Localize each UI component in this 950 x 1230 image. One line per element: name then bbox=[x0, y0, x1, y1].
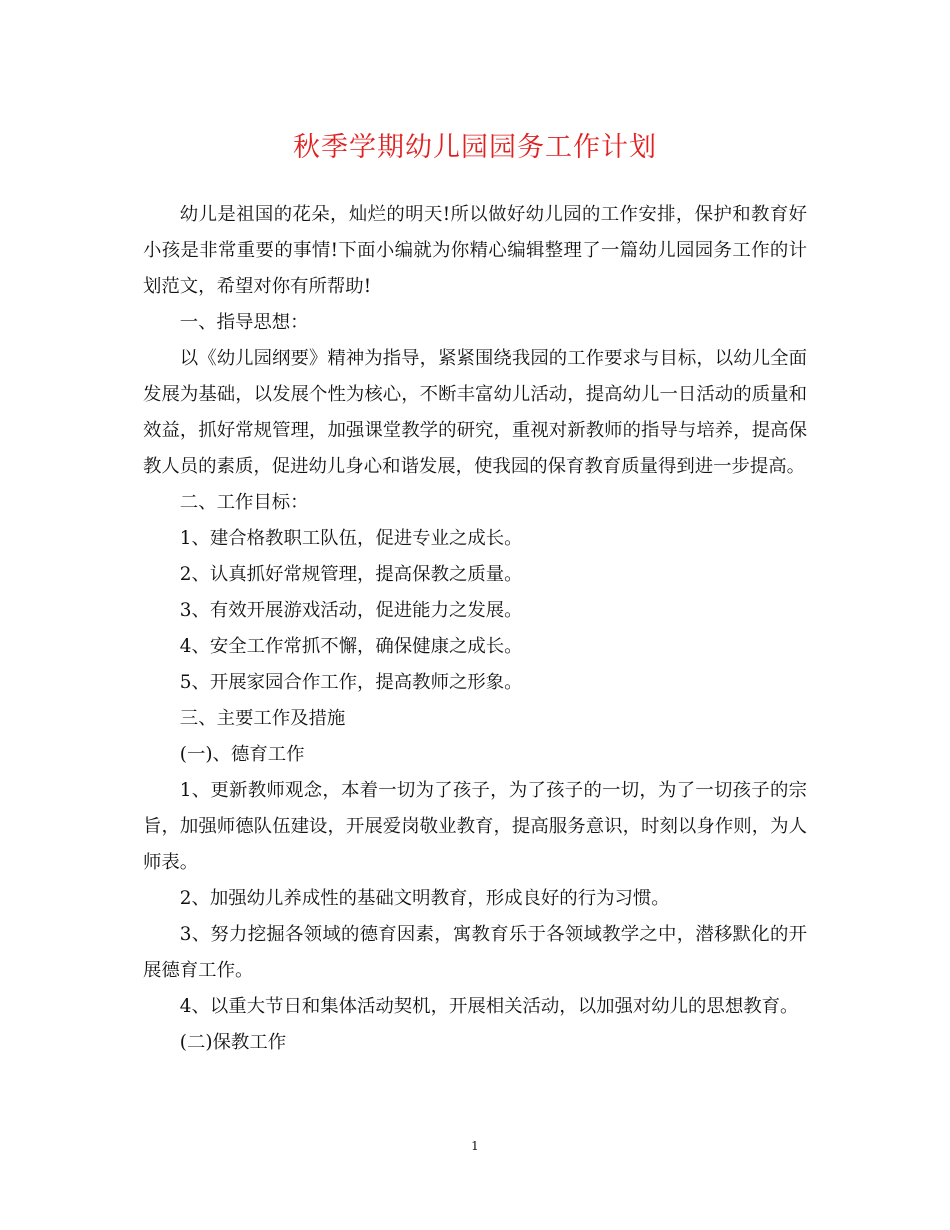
document-body bbox=[143, 197, 807, 1061]
goal-item: 5、开展家园合作工作，提高教师之形象。 bbox=[179, 672, 523, 693]
moral-education-item: 4、以重大节日和集体活动契机，开展相关活动，以加强对幼儿的思想教育。 bbox=[179, 996, 799, 1017]
moral-education-item: 2、加强幼儿养成性的基础文明教育，形成良好的行为习惯。 bbox=[179, 888, 670, 909]
moral-education-item: 1、更新教师观念，本着一切为了孩子，为了孩子的一切，为了一切孩子的宗旨，加强师德队伍建设，开展爱岗敬业教育，提高服务意识，时刻以身作则，为人师表。 bbox=[143, 780, 807, 873]
subsection-heading-moral-education: (一)、德育工作 bbox=[179, 744, 305, 765]
section-heading-work-goals: 二、工作目标： bbox=[179, 492, 309, 513]
guiding-ideology-paragraph: 以《幼儿园纲要》精神为指导，紧紧围绕我园的工作要求与目标，以幼儿全面发展为基础，以发展个性为核心，不断丰富幼儿活动，提高幼儿一日活动的质量和效益，抓好常规管理，加强课堂教学的研究，重视对新教师的指导与培养，提高保教人员的素质，促进幼儿身心和谐发展，使我园的保育教育质量得到进一步提高。 bbox=[143, 348, 807, 477]
moral-education-item: 3、努力挖掘各领域的德育因素，寓教育乐于各领域教学之中，潜移默化的开展德育工作。 bbox=[143, 924, 807, 981]
goal-item: 3、有效开展游戏活动，促进能力之发展。 bbox=[179, 600, 523, 621]
section-heading-main-work: 三、主要工作及措施 bbox=[179, 708, 346, 729]
goal-item: 4、安全工作常抓不懈，确保健康之成长。 bbox=[179, 636, 523, 657]
goal-item: 2、认真抓好常规管理，提高保教之质量。 bbox=[179, 564, 523, 585]
intro-paragraph: 幼儿是祖国的花朵，灿烂的明天!所以做好幼儿园的工作安排，保护和教育好小孩是非常重要的事情!下面小编就为你精心编辑整理了一篇幼儿园园务工作的计划范文，希望对你有所帮助! bbox=[143, 204, 807, 297]
goal-item: 1、建合格教职工队伍，促进专业之成长。 bbox=[179, 528, 523, 549]
page-number: 1 bbox=[471, 1139, 479, 1153]
page-title: 秋季学期幼儿园园务工作计划 bbox=[293, 132, 657, 163]
section-heading-guiding-ideology: 一、指导思想： bbox=[179, 312, 309, 333]
subsection-heading-care-education: (二)保教工作 bbox=[179, 1032, 287, 1053]
